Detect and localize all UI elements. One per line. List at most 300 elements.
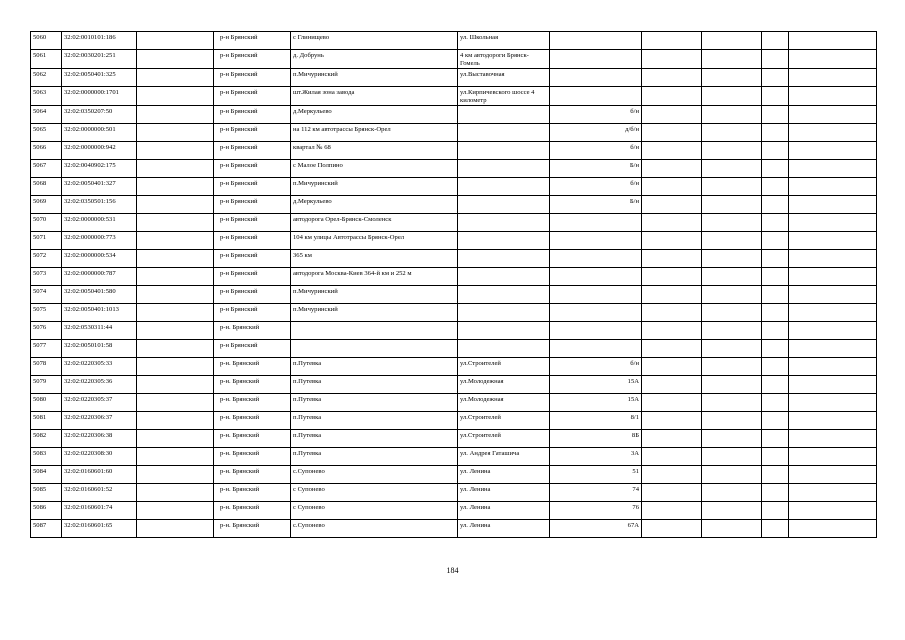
cadastral-number-cell: 32:02:0050101:58 bbox=[62, 340, 137, 358]
empty-cell bbox=[137, 358, 214, 376]
cadastral-number-cell: 32:02:0050401:580 bbox=[62, 286, 137, 304]
district-cell: р-н Брянский bbox=[214, 87, 291, 106]
empty-cell bbox=[702, 358, 762, 376]
locality-cell: на 112 км автотрассы Брянск-Орел bbox=[291, 124, 458, 142]
table-row bbox=[31, 32, 877, 50]
empty-cell bbox=[702, 502, 762, 520]
house-number-cell bbox=[550, 214, 642, 232]
district-cell: р-н. Брянский bbox=[214, 520, 291, 538]
locality-cell: автодорога Орел-Брянск-Смоленск bbox=[291, 214, 458, 232]
empty-cell bbox=[642, 304, 702, 322]
empty-cell bbox=[137, 160, 214, 178]
house-number-cell bbox=[550, 286, 642, 304]
cadastral-number-cell: 32:02:0160601:74 bbox=[62, 502, 137, 520]
empty-cell bbox=[762, 358, 789, 376]
empty-cell bbox=[137, 430, 214, 448]
table-body bbox=[31, 32, 877, 538]
empty-cell bbox=[642, 340, 702, 358]
district-cell: р-н. Брянский bbox=[214, 322, 291, 340]
locality-cell: п.Путевка bbox=[291, 412, 458, 430]
house-number-cell bbox=[550, 232, 642, 250]
empty-cell bbox=[789, 142, 877, 160]
street-cell: ул.Кирпичевского шоссе 4 километр bbox=[458, 87, 550, 106]
street-cell: ул.Молодежная bbox=[458, 376, 550, 394]
cadastral-number-cell: 32:02:0000000:787 bbox=[62, 268, 137, 286]
empty-cell bbox=[137, 196, 214, 214]
row-number-cell: 5079 bbox=[31, 376, 62, 394]
house-number-cell bbox=[550, 322, 642, 340]
district-cell: р-н Брянский bbox=[214, 214, 291, 232]
empty-cell bbox=[702, 376, 762, 394]
empty-cell bbox=[789, 268, 877, 286]
empty-cell bbox=[789, 484, 877, 502]
locality-cell: п.Мичуринский bbox=[291, 286, 458, 304]
empty-cell bbox=[137, 412, 214, 430]
cadastral-number-cell: 32:02:0350501:156 bbox=[62, 196, 137, 214]
cadastral-number-cell: 32:02:0220306:37 bbox=[62, 412, 137, 430]
empty-cell bbox=[789, 286, 877, 304]
empty-cell bbox=[137, 268, 214, 286]
records-table bbox=[30, 31, 877, 538]
empty-cell bbox=[702, 142, 762, 160]
district-cell: р-н Брянский bbox=[214, 50, 291, 69]
empty-cell bbox=[789, 178, 877, 196]
page-number: 184 bbox=[446, 566, 459, 575]
table-row bbox=[31, 142, 877, 160]
empty-cell bbox=[762, 394, 789, 412]
street-cell: ул. Ленина bbox=[458, 502, 550, 520]
empty-cell bbox=[789, 520, 877, 538]
empty-cell bbox=[789, 430, 877, 448]
empty-cell bbox=[789, 196, 877, 214]
empty-cell bbox=[137, 520, 214, 538]
house-number-cell: 67А bbox=[550, 520, 642, 538]
table-row bbox=[31, 394, 877, 412]
row-number-cell: 5060 bbox=[31, 32, 62, 50]
empty-cell bbox=[137, 87, 214, 106]
row-number-cell: 5073 bbox=[31, 268, 62, 286]
locality-cell: п.Мичуринский bbox=[291, 178, 458, 196]
empty-cell bbox=[702, 466, 762, 484]
locality-cell: квартал № 68 bbox=[291, 142, 458, 160]
row-number-cell: 5072 bbox=[31, 250, 62, 268]
street-cell bbox=[458, 124, 550, 142]
row-number-cell: 5076 bbox=[31, 322, 62, 340]
house-number-cell: 3А bbox=[550, 448, 642, 466]
table-row bbox=[31, 376, 877, 394]
empty-cell bbox=[762, 178, 789, 196]
district-cell: р-н Брянский bbox=[214, 69, 291, 87]
empty-cell bbox=[702, 340, 762, 358]
empty-cell bbox=[642, 286, 702, 304]
empty-cell bbox=[137, 106, 214, 124]
locality-cell: с Глинищево bbox=[291, 32, 458, 50]
locality-cell: с.Супонево bbox=[291, 520, 458, 538]
empty-cell bbox=[137, 448, 214, 466]
empty-cell bbox=[762, 32, 789, 50]
street-cell: ул. Ленина bbox=[458, 484, 550, 502]
street-cell bbox=[458, 322, 550, 340]
locality-cell: п.Путевка bbox=[291, 448, 458, 466]
empty-cell bbox=[642, 87, 702, 106]
empty-cell bbox=[762, 196, 789, 214]
house-number-cell bbox=[550, 69, 642, 87]
empty-cell bbox=[702, 394, 762, 412]
street-cell: ул. Ленина bbox=[458, 520, 550, 538]
locality-cell bbox=[291, 322, 458, 340]
table-row bbox=[31, 196, 877, 214]
empty-cell bbox=[642, 358, 702, 376]
district-cell: р-н Брянский bbox=[214, 196, 291, 214]
empty-cell bbox=[702, 160, 762, 178]
district-cell: р-н. Брянский bbox=[214, 448, 291, 466]
empty-cell bbox=[762, 106, 789, 124]
street-cell bbox=[458, 214, 550, 232]
table-row bbox=[31, 430, 877, 448]
row-number-cell: 5077 bbox=[31, 340, 62, 358]
empty-cell bbox=[789, 340, 877, 358]
house-number-cell bbox=[550, 304, 642, 322]
locality-cell: 104 км улицы Автотрассы Брянск-Орел bbox=[291, 232, 458, 250]
table-row bbox=[31, 124, 877, 142]
table-row bbox=[31, 50, 877, 69]
house-number-cell bbox=[550, 268, 642, 286]
table-row bbox=[31, 268, 877, 286]
table-row bbox=[31, 232, 877, 250]
empty-cell bbox=[702, 448, 762, 466]
cadastral-number-cell: 32:02:0220308:30 bbox=[62, 448, 137, 466]
empty-cell bbox=[762, 520, 789, 538]
street-cell bbox=[458, 178, 550, 196]
empty-cell bbox=[642, 412, 702, 430]
street-cell: ул.Молодежная bbox=[458, 394, 550, 412]
empty-cell bbox=[702, 412, 762, 430]
empty-cell bbox=[789, 232, 877, 250]
empty-cell bbox=[762, 322, 789, 340]
cadastral-number-cell: 32:02:0050401:327 bbox=[62, 178, 137, 196]
empty-cell bbox=[137, 232, 214, 250]
cadastral-number-cell: 32:02:0160601:60 bbox=[62, 466, 137, 484]
district-cell: р-н Брянский bbox=[214, 142, 291, 160]
empty-cell bbox=[137, 286, 214, 304]
empty-cell bbox=[137, 142, 214, 160]
empty-cell bbox=[702, 124, 762, 142]
empty-cell bbox=[642, 214, 702, 232]
empty-cell bbox=[762, 160, 789, 178]
empty-cell bbox=[702, 286, 762, 304]
empty-cell bbox=[789, 214, 877, 232]
empty-cell bbox=[789, 124, 877, 142]
empty-cell bbox=[762, 50, 789, 69]
empty-cell bbox=[137, 69, 214, 87]
empty-cell bbox=[789, 106, 877, 124]
table-row bbox=[31, 106, 877, 124]
row-number-cell: 5063 bbox=[31, 87, 62, 106]
locality-cell: п.Путевка bbox=[291, 376, 458, 394]
empty-cell bbox=[137, 250, 214, 268]
house-number-cell bbox=[550, 250, 642, 268]
locality-cell: с.Супонево bbox=[291, 466, 458, 484]
cadastral-number-cell: 32:02:0000000:773 bbox=[62, 232, 137, 250]
empty-cell bbox=[137, 178, 214, 196]
cadastral-number-cell: 32:02:0220306:38 bbox=[62, 430, 137, 448]
table-row bbox=[31, 160, 877, 178]
street-cell bbox=[458, 340, 550, 358]
empty-cell bbox=[642, 232, 702, 250]
empty-cell bbox=[762, 232, 789, 250]
empty-cell bbox=[789, 50, 877, 69]
house-number-cell: 76 bbox=[550, 502, 642, 520]
empty-cell bbox=[642, 124, 702, 142]
empty-cell bbox=[789, 466, 877, 484]
locality-cell: д. Добрунь bbox=[291, 50, 458, 69]
cadastral-number-cell: 32:02:0000000:531 bbox=[62, 214, 137, 232]
empty-cell bbox=[762, 304, 789, 322]
empty-cell bbox=[137, 394, 214, 412]
locality-cell: автодорога Москва-Киев 364-й км и 252 м bbox=[291, 268, 458, 286]
house-number-cell bbox=[550, 340, 642, 358]
row-number-cell: 5065 bbox=[31, 124, 62, 142]
street-cell: 4 км автодороги Брянск-Гомель bbox=[458, 50, 550, 69]
cadastral-number-cell: 32:02:0050401:1013 bbox=[62, 304, 137, 322]
street-cell: ул. Андрея Гаташича bbox=[458, 448, 550, 466]
street-cell bbox=[458, 160, 550, 178]
district-cell: р-н Брянский bbox=[214, 304, 291, 322]
empty-cell bbox=[642, 142, 702, 160]
empty-cell bbox=[762, 142, 789, 160]
street-cell bbox=[458, 250, 550, 268]
empty-cell bbox=[789, 358, 877, 376]
row-number-cell: 5083 bbox=[31, 448, 62, 466]
empty-cell bbox=[137, 304, 214, 322]
street-cell bbox=[458, 142, 550, 160]
empty-cell bbox=[642, 520, 702, 538]
row-number-cell: 5071 bbox=[31, 232, 62, 250]
row-number-cell: 5064 bbox=[31, 106, 62, 124]
house-number-cell: 15А bbox=[550, 376, 642, 394]
street-cell bbox=[458, 304, 550, 322]
table-row bbox=[31, 286, 877, 304]
row-number-cell: 5062 bbox=[31, 69, 62, 87]
locality-cell bbox=[291, 340, 458, 358]
cadastral-number-cell: 32:02:0000000:942 bbox=[62, 142, 137, 160]
empty-cell bbox=[702, 322, 762, 340]
house-number-cell: б/н bbox=[550, 178, 642, 196]
street-cell bbox=[458, 106, 550, 124]
empty-cell bbox=[702, 50, 762, 69]
empty-cell bbox=[789, 502, 877, 520]
empty-cell bbox=[642, 322, 702, 340]
empty-cell bbox=[642, 50, 702, 69]
empty-cell bbox=[702, 268, 762, 286]
cadastral-number-cell: 32:02:0350207:50 bbox=[62, 106, 137, 124]
locality-cell: с Супонево bbox=[291, 502, 458, 520]
empty-cell bbox=[789, 322, 877, 340]
house-number-cell: б/н bbox=[550, 106, 642, 124]
empty-cell bbox=[762, 430, 789, 448]
district-cell: р-н Брянский bbox=[214, 124, 291, 142]
empty-cell bbox=[137, 322, 214, 340]
district-cell: р-н Брянский bbox=[214, 268, 291, 286]
empty-cell bbox=[762, 448, 789, 466]
district-cell: р-н. Брянский bbox=[214, 466, 291, 484]
empty-cell bbox=[762, 340, 789, 358]
empty-cell bbox=[702, 87, 762, 106]
street-cell: ул.Выставочная bbox=[458, 69, 550, 87]
empty-cell bbox=[642, 376, 702, 394]
empty-cell bbox=[702, 232, 762, 250]
locality-cell: д.Меркульево bbox=[291, 196, 458, 214]
street-cell: ул.Строителей bbox=[458, 412, 550, 430]
empty-cell bbox=[789, 448, 877, 466]
empty-cell bbox=[789, 160, 877, 178]
row-number-cell: 5061 bbox=[31, 50, 62, 69]
empty-cell bbox=[137, 214, 214, 232]
row-number-cell: 5085 bbox=[31, 484, 62, 502]
street-cell bbox=[458, 196, 550, 214]
house-number-cell: 15А bbox=[550, 394, 642, 412]
table-row bbox=[31, 466, 877, 484]
house-number-cell: Б/н bbox=[550, 160, 642, 178]
street-cell: ул. Ленина bbox=[458, 466, 550, 484]
empty-cell bbox=[702, 69, 762, 87]
empty-cell bbox=[642, 430, 702, 448]
empty-cell bbox=[702, 430, 762, 448]
row-number-cell: 5080 bbox=[31, 394, 62, 412]
empty-cell bbox=[762, 466, 789, 484]
empty-cell bbox=[642, 466, 702, 484]
empty-cell bbox=[789, 412, 877, 430]
table-row bbox=[31, 250, 877, 268]
row-number-cell: 5074 bbox=[31, 286, 62, 304]
empty-cell bbox=[642, 394, 702, 412]
cadastral-number-cell: 32:02:0000000:534 bbox=[62, 250, 137, 268]
empty-cell bbox=[137, 376, 214, 394]
table-row bbox=[31, 304, 877, 322]
cadastral-number-cell: 32:02:0010101:186 bbox=[62, 32, 137, 50]
empty-cell bbox=[702, 484, 762, 502]
district-cell: р-н Брянский bbox=[214, 32, 291, 50]
empty-cell bbox=[642, 250, 702, 268]
row-number-cell: 5081 bbox=[31, 412, 62, 430]
table-row bbox=[31, 448, 877, 466]
table-row bbox=[31, 322, 877, 340]
table-row bbox=[31, 520, 877, 538]
house-number-cell bbox=[550, 87, 642, 106]
cadastral-number-cell: 32:02:0040902:175 bbox=[62, 160, 137, 178]
empty-cell bbox=[642, 106, 702, 124]
table-row bbox=[31, 484, 877, 502]
empty-cell bbox=[702, 106, 762, 124]
empty-cell bbox=[702, 178, 762, 196]
locality-cell: с Малое Полпино bbox=[291, 160, 458, 178]
row-number-cell: 5068 bbox=[31, 178, 62, 196]
house-number-cell: Б/н bbox=[550, 196, 642, 214]
house-number-cell: б/н bbox=[550, 358, 642, 376]
cadastral-number-cell: 32:02:0160601:52 bbox=[62, 484, 137, 502]
district-cell: р-н Брянский bbox=[214, 340, 291, 358]
row-number-cell: 5082 bbox=[31, 430, 62, 448]
empty-cell bbox=[642, 160, 702, 178]
empty-cell bbox=[642, 448, 702, 466]
row-number-cell: 5086 bbox=[31, 502, 62, 520]
empty-cell bbox=[789, 87, 877, 106]
empty-cell bbox=[702, 250, 762, 268]
district-cell: р-н. Брянский bbox=[214, 484, 291, 502]
locality-cell: п.Путевка bbox=[291, 358, 458, 376]
locality-cell: с Супонево bbox=[291, 484, 458, 502]
row-number-cell: 5087 bbox=[31, 520, 62, 538]
locality-cell: п.Мичуринский bbox=[291, 304, 458, 322]
empty-cell bbox=[642, 69, 702, 87]
empty-cell bbox=[642, 196, 702, 214]
house-number-cell: 74 bbox=[550, 484, 642, 502]
locality-cell: 365 км bbox=[291, 250, 458, 268]
cadastral-number-cell: 32:02:0030201:251 bbox=[62, 50, 137, 69]
house-number-cell: 8Б bbox=[550, 430, 642, 448]
empty-cell bbox=[137, 124, 214, 142]
empty-cell bbox=[702, 196, 762, 214]
empty-cell bbox=[762, 124, 789, 142]
empty-cell bbox=[789, 394, 877, 412]
cadastral-number-cell: 32:02:0220305:33 bbox=[62, 358, 137, 376]
locality-cell: п.Путевка bbox=[291, 394, 458, 412]
table-row bbox=[31, 178, 877, 196]
house-number-cell bbox=[550, 50, 642, 69]
empty-cell bbox=[137, 50, 214, 69]
empty-cell bbox=[762, 69, 789, 87]
street-cell: ул.Строителей bbox=[458, 358, 550, 376]
house-number-cell: б/н bbox=[550, 142, 642, 160]
empty-cell bbox=[789, 69, 877, 87]
empty-cell bbox=[642, 502, 702, 520]
empty-cell bbox=[762, 250, 789, 268]
district-cell: р-н Брянский bbox=[214, 250, 291, 268]
empty-cell bbox=[789, 32, 877, 50]
locality-cell: шт.Жилая зона завода bbox=[291, 87, 458, 106]
row-number-cell: 5069 bbox=[31, 196, 62, 214]
row-number-cell: 5078 bbox=[31, 358, 62, 376]
empty-cell bbox=[789, 250, 877, 268]
empty-cell bbox=[762, 286, 789, 304]
empty-cell bbox=[702, 32, 762, 50]
empty-cell bbox=[762, 87, 789, 106]
cadastral-number-cell: 32:02:0220305:36 bbox=[62, 376, 137, 394]
table-row bbox=[31, 214, 877, 232]
row-number-cell: 5070 bbox=[31, 214, 62, 232]
district-cell: р-н Брянский bbox=[214, 106, 291, 124]
empty-cell bbox=[762, 268, 789, 286]
street-cell bbox=[458, 232, 550, 250]
house-number-cell bbox=[550, 32, 642, 50]
district-cell: р-н. Брянский bbox=[214, 430, 291, 448]
cadastral-number-cell: 32:02:0050401:325 bbox=[62, 69, 137, 87]
empty-cell bbox=[642, 268, 702, 286]
empty-cell bbox=[137, 466, 214, 484]
empty-cell bbox=[137, 32, 214, 50]
district-cell: р-н. Брянский bbox=[214, 412, 291, 430]
district-cell: р-н Брянский bbox=[214, 160, 291, 178]
empty-cell bbox=[762, 484, 789, 502]
cadastral-number-cell: 32:02:0160601:65 bbox=[62, 520, 137, 538]
table-row bbox=[31, 358, 877, 376]
table-row bbox=[31, 412, 877, 430]
empty-cell bbox=[762, 214, 789, 232]
cadastral-number-cell: 32:02:0530311:44 bbox=[62, 322, 137, 340]
empty-cell bbox=[642, 32, 702, 50]
empty-cell bbox=[702, 304, 762, 322]
empty-cell bbox=[762, 502, 789, 520]
